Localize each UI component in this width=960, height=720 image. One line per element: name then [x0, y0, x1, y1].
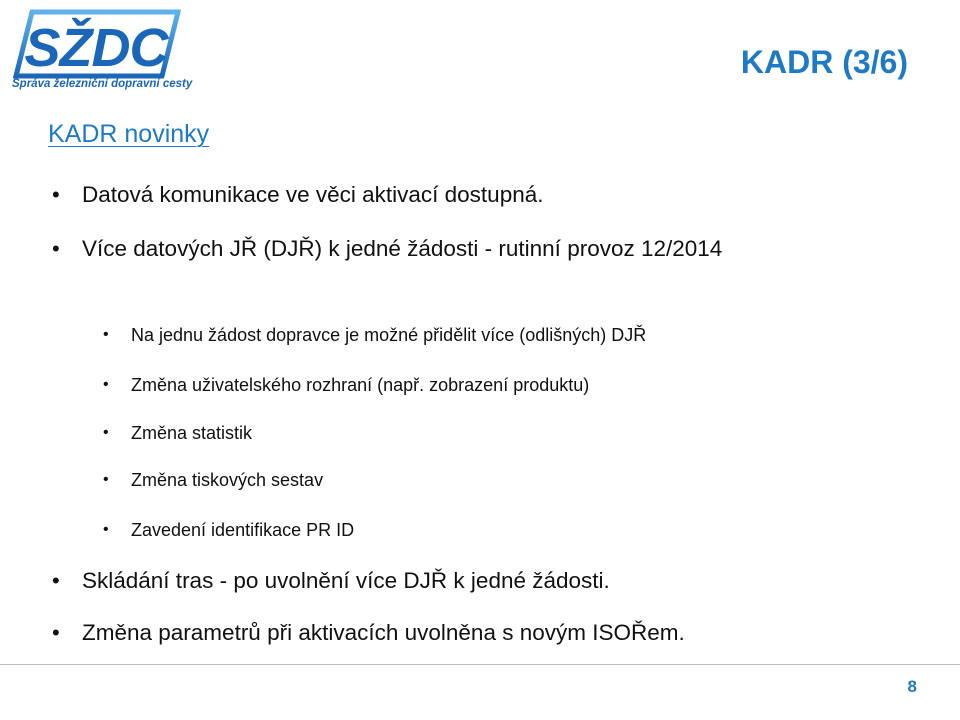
bullet-item: [52, 232, 872, 265]
logo-subtitle: Správa železniční dopravní cesty: [12, 78, 193, 90]
sub-bullet-text: Zavedení identifikace PR ID: [131, 520, 355, 540]
bullet-item: [52, 178, 912, 211]
sub-bullet-item: [103, 373, 903, 397]
sub-bullet-icon: •: [103, 521, 109, 538]
bullet-item: [52, 616, 912, 649]
page-number: 8: [907, 677, 917, 696]
kadr-novinky-link[interactable]: KADR novinky: [48, 120, 210, 148]
sub-bullet-text: Změna uživatelského rozhraní (např. zobrazení produktu): [131, 375, 590, 395]
bullet-icon: •: [52, 620, 60, 645]
sub-bullet-icon: •: [103, 471, 109, 488]
sub-bullet-text: Změna tiskových sestav: [131, 470, 324, 490]
sub-bullet-icon: •: [103, 326, 109, 343]
logo-text: SŽDC: [24, 18, 168, 78]
bullet-icon: •: [52, 236, 60, 261]
bullet-icon: •: [52, 568, 60, 593]
sub-bullet-item: [103, 421, 903, 445]
bullet-text: Skládání tras - po uvolnění více DJŘ k jedné žádosti.: [82, 568, 610, 593]
sub-bullet-item: [103, 323, 903, 347]
sub-bullet-text: Na jednu žádost dopravce je možné přidělit více (odlišných) DJŘ: [131, 325, 647, 345]
bullet-text: Datová komunikace ve věci aktivací dostupná.: [82, 182, 544, 207]
sub-bullet-item: [103, 518, 903, 542]
sub-bullet-icon: •: [103, 424, 109, 441]
bullet-text: Změna parametrů při aktivacích uvolněna s novým ISOŘem.: [82, 620, 685, 645]
sub-bullet-icon: •: [103, 376, 109, 393]
szdc-logo-graphic: [10, 8, 185, 80]
slide-title: KADR (3/6): [740, 44, 908, 80]
footer-divider: [0, 664, 960, 665]
sub-bullet-item: [103, 468, 903, 492]
bullet-icon: •: [52, 182, 60, 207]
bullet-text: Více datových JŘ (DJŘ) k jedné žádosti - rutinní provoz 12/2014: [82, 236, 723, 261]
bullet-item: [52, 564, 912, 597]
sub-bullet-text: Změna statistik: [131, 423, 253, 443]
